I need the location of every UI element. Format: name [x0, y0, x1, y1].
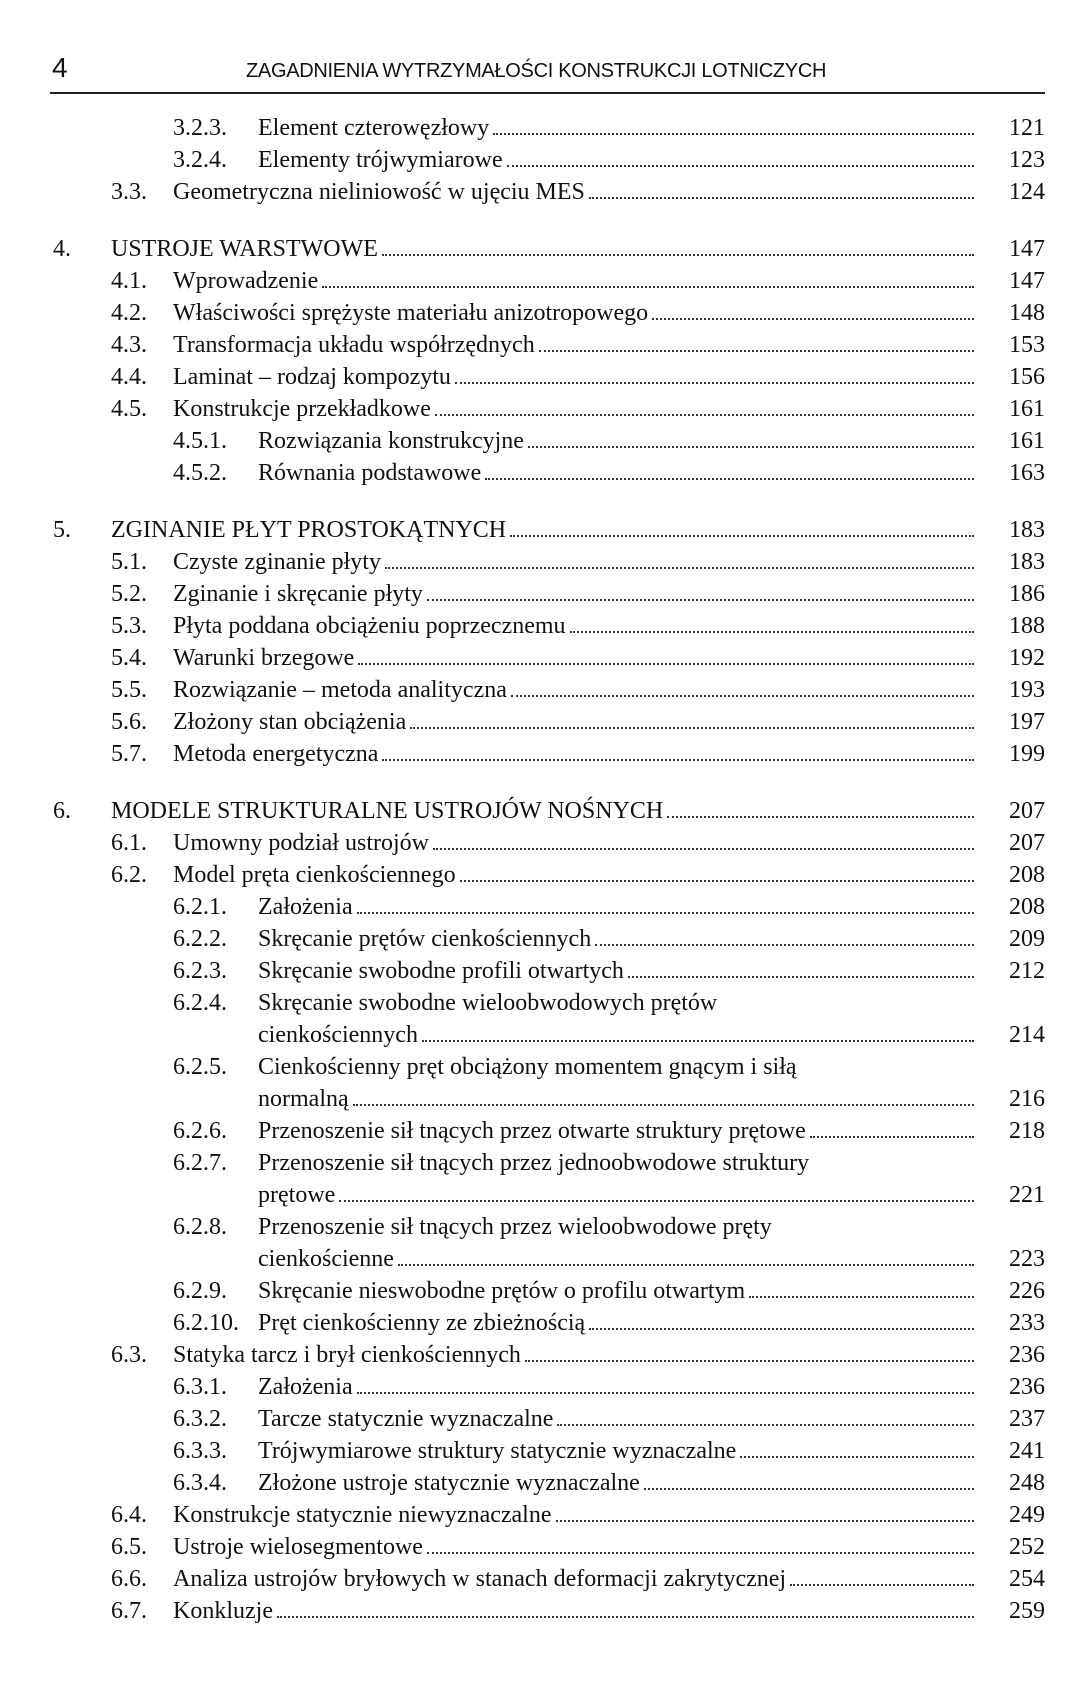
dot-leader: [539, 350, 974, 352]
dot-leader: [398, 1264, 974, 1266]
toc-page: 223: [1009, 1246, 1045, 1272]
toc-page: 197: [1009, 709, 1045, 735]
dot-leader: [628, 976, 974, 978]
dot-leader: [455, 382, 974, 384]
toc-entry: [0, 987, 1078, 1051]
toc-entry: [0, 642, 1078, 674]
dot-leader: [357, 1392, 974, 1394]
toc-page: 249: [1009, 1502, 1045, 1528]
toc-number: 6.3.4.: [173, 1470, 227, 1496]
toc-title: Konstrukcje przekładkowe: [173, 396, 431, 422]
toc-number: 6.3.: [111, 1342, 147, 1368]
toc-page: 212: [1009, 958, 1045, 984]
dot-leader: [427, 1552, 974, 1554]
toc-title: Przenoszenie sił tnących przez otwarte struktury prętowe: [258, 1118, 806, 1144]
toc-number: 6.2.5.: [173, 1054, 227, 1080]
dot-leader: [740, 1456, 974, 1458]
dot-leader: [357, 912, 974, 914]
toc-entry: [0, 393, 1078, 425]
toc-page: 214: [1009, 1022, 1045, 1048]
toc-page: 192: [1009, 645, 1045, 671]
toc-chapter: [0, 795, 1078, 827]
toc-page: 123: [1009, 147, 1045, 173]
toc-entry: [0, 1371, 1078, 1403]
toc-entry: [0, 738, 1078, 770]
toc-entry: [0, 1563, 1078, 1595]
toc-number: 5.5.: [111, 677, 147, 703]
toc-title: MODELE STRUKTURALNE USTROJÓW NOŚNYCH: [111, 798, 664, 824]
dot-leader: [589, 197, 974, 199]
toc-page: 186: [1009, 581, 1045, 607]
toc-page: 226: [1009, 1278, 1045, 1304]
toc-entry: [0, 265, 1078, 297]
toc-number: 4.5.1.: [173, 428, 227, 454]
dot-leader: [485, 478, 974, 480]
toc-title: Tarcze statycznie wyznaczalne: [258, 1406, 554, 1432]
toc-page: 216: [1009, 1086, 1045, 1112]
toc-number: 5.1.: [111, 549, 147, 575]
toc-number: 6.7.: [111, 1598, 147, 1624]
toc-number: 6.: [53, 798, 71, 824]
toc-title: Właściwości sprężyste materiału anizotropowego: [173, 300, 649, 326]
dot-leader: [528, 446, 974, 448]
toc-title: Założenia: [258, 1374, 353, 1400]
toc-page: 183: [1009, 549, 1045, 575]
toc-entry: [0, 329, 1078, 361]
dot-leader: [322, 286, 974, 288]
toc-title-line2: normalną: [258, 1086, 349, 1112]
dot-leader: [810, 1136, 974, 1138]
toc-title-line2: prętowe: [258, 1182, 336, 1208]
toc-page: 147: [1009, 268, 1045, 294]
toc-title: Skręcanie prętów cienkościennych: [258, 926, 592, 952]
toc-entry: [0, 425, 1078, 457]
toc-page: 241: [1009, 1438, 1045, 1464]
toc-page: 124: [1009, 179, 1045, 205]
toc-title-line2: cienkościenne: [258, 1246, 394, 1272]
toc-page: 161: [1009, 396, 1045, 422]
dot-leader: [382, 759, 974, 761]
toc-entry: [0, 827, 1078, 859]
toc-number: 5.2.: [111, 581, 147, 607]
toc-title-line1: Cienkościenny pręt obciążony momentem gnącym i siłą: [258, 1054, 797, 1080]
toc-page: 252: [1009, 1534, 1045, 1560]
toc-page: 193: [1009, 677, 1045, 703]
dot-leader: [749, 1296, 974, 1298]
toc-entry: [0, 546, 1078, 578]
toc-number: 4.5.2.: [173, 460, 227, 486]
dot-leader: [556, 1520, 975, 1522]
toc-page: 121: [1009, 115, 1045, 141]
toc-title: Zginanie i skręcanie płyty: [173, 581, 423, 607]
running-title: ZAGADNIENIA WYTRZYMAŁOŚCI KONSTRUKCJI LOTNICZYCH: [246, 60, 827, 82]
toc-title: Złożone ustroje statycznie wyznaczalne: [258, 1470, 640, 1496]
toc-number: 6.1.: [111, 830, 147, 856]
toc-chapter: [0, 514, 1078, 546]
toc-number: 6.3.2.: [173, 1406, 227, 1432]
toc-chapter: [0, 233, 1078, 265]
dot-leader: [790, 1584, 974, 1586]
toc-page: 233: [1009, 1310, 1045, 1336]
dot-leader: [410, 727, 974, 729]
toc-title-line1: Przenoszenie sił tnących przez jednoobwodowe struktury: [258, 1150, 810, 1176]
toc-title: Płyta poddana obciążeniu poprzecznemu: [173, 613, 566, 639]
toc-number: 5.: [53, 517, 71, 543]
toc-number: 5.4.: [111, 645, 147, 671]
toc-title: Konkluzje: [173, 1598, 273, 1624]
toc-title: Czyste zginanie płyty: [173, 549, 381, 575]
toc-number: 6.4.: [111, 1502, 147, 1528]
toc-entry: [0, 176, 1078, 208]
toc-page: 207: [1009, 830, 1045, 856]
toc-entry: [0, 1531, 1078, 1563]
toc-page: 163: [1009, 460, 1045, 486]
toc-number: 6.2.3.: [173, 958, 227, 984]
toc-title: Model pręta cienkościennego: [173, 862, 456, 888]
toc-page: 208: [1009, 862, 1045, 888]
toc-entry: [0, 706, 1078, 738]
toc-title: Geometryczna nieliniowość w ujęciu MES: [173, 179, 585, 205]
toc-title: Element czterowęzłowy: [258, 115, 490, 141]
toc-title: Rozwiązanie – metoda analityczna: [173, 677, 507, 703]
toc-title: Trójwymiarowe struktury statycznie wyznaczalne: [258, 1438, 737, 1464]
toc-entry: [0, 144, 1078, 176]
dot-leader: [427, 599, 974, 601]
toc-page: 199: [1009, 741, 1045, 767]
toc-entry: [0, 1435, 1078, 1467]
toc-page: 148: [1009, 300, 1045, 326]
toc-entry: [0, 1403, 1078, 1435]
dot-leader: [358, 663, 974, 665]
toc-number: 3.2.3.: [173, 115, 227, 141]
dot-leader: [595, 944, 974, 946]
page-number: 4: [52, 52, 68, 83]
toc-title: Ustroje wielosegmentowe: [173, 1534, 423, 1560]
toc-entry: [0, 674, 1078, 706]
dot-leader: [435, 414, 974, 416]
dot-leader: [589, 1328, 974, 1330]
dot-leader: [667, 816, 974, 818]
toc-title: Metoda energetyczna: [173, 741, 379, 767]
dot-leader: [493, 133, 974, 135]
toc-entry: [0, 1051, 1078, 1115]
toc-title: Wprowadzenie: [173, 268, 319, 294]
toc-title: Konstrukcje statycznie niewyznaczalne: [173, 1502, 552, 1528]
dot-leader: [422, 1040, 974, 1042]
dot-leader: [510, 535, 974, 537]
toc-number: 5.7.: [111, 741, 147, 767]
toc-entry: [0, 1499, 1078, 1531]
toc-title: Założenia: [258, 894, 353, 920]
toc-page: 147: [1009, 236, 1045, 262]
dot-leader: [557, 1424, 974, 1426]
toc-number: 6.2.1.: [173, 894, 227, 920]
dot-leader: [507, 165, 974, 167]
dot-leader: [644, 1488, 974, 1490]
toc-number: 4.1.: [111, 268, 147, 294]
toc-title: Umowny podział ustrojów: [173, 830, 429, 856]
section-gap: [0, 770, 1078, 795]
toc-number: 6.2.2.: [173, 926, 227, 952]
toc-entry: [0, 1147, 1078, 1211]
toc-page: 259: [1009, 1598, 1045, 1624]
toc-title-line1: Przenoszenie sił tnących przez wieloobwodowe pręty: [258, 1214, 772, 1240]
toc-page: 153: [1009, 332, 1045, 358]
toc-page: 207: [1009, 798, 1045, 824]
dot-leader: [525, 1360, 974, 1362]
toc-page: 208: [1009, 894, 1045, 920]
toc-page: 218: [1009, 1118, 1045, 1144]
section-gap: [0, 489, 1078, 514]
toc-page: 254: [1009, 1566, 1045, 1592]
toc-entry: [0, 610, 1078, 642]
toc-entry: [0, 923, 1078, 955]
toc-title: Skręcanie swobodne profili otwartych: [258, 958, 624, 984]
dot-leader: [339, 1200, 974, 1202]
dot-leader: [652, 318, 974, 320]
dot-leader: [460, 880, 974, 882]
toc-title: Laminat – rodzaj kompozytu: [173, 364, 451, 390]
table-of-contents: [0, 112, 1078, 1627]
toc-entry: [0, 955, 1078, 987]
toc-title: Elementy trójwymiarowe: [258, 147, 503, 173]
dot-leader: [511, 695, 974, 697]
toc-title: ZGINANIE PŁYT PROSTOKĄTNYCH: [111, 517, 507, 543]
toc-title: Pręt cienkościenny ze zbieżnością: [258, 1310, 586, 1336]
toc-entry: [0, 578, 1078, 610]
toc-number: 4.: [53, 236, 71, 262]
toc-title-line2: cienkościennych: [258, 1022, 418, 1048]
toc-number: 5.3.: [111, 613, 147, 639]
toc-entry: [0, 457, 1078, 489]
toc-entry: [0, 1339, 1078, 1371]
toc-page: 183: [1009, 517, 1045, 543]
toc-page: 156: [1009, 364, 1045, 390]
toc-entry: [0, 1595, 1078, 1627]
toc-page: 221: [1009, 1182, 1045, 1208]
toc-entry: [0, 891, 1078, 923]
dot-leader: [382, 254, 974, 256]
toc-number: 3.3.: [111, 179, 147, 205]
toc-title: Analiza ustrojów bryłowych w stanach deformacji zakrytycznej: [173, 1566, 787, 1592]
toc-page: 188: [1009, 613, 1045, 639]
toc-title-line1: Skręcanie swobodne wieloobwodowych prętów: [258, 990, 718, 1016]
toc-number: 4.4.: [111, 364, 147, 390]
toc-title: Równania podstawowe: [258, 460, 482, 486]
toc-entry: [0, 1307, 1078, 1339]
toc-number: 6.2.6.: [173, 1118, 227, 1144]
toc-entry: [0, 1115, 1078, 1147]
toc-entry: [0, 297, 1078, 329]
toc-entry: [0, 1211, 1078, 1275]
toc-page: 161: [1009, 428, 1045, 454]
toc-entry: [0, 361, 1078, 393]
toc-number: 6.6.: [111, 1566, 147, 1592]
dot-leader: [277, 1616, 974, 1618]
toc-title: Warunki brzegowe: [173, 645, 355, 671]
toc-title: USTROJE WARSTWOWE: [111, 236, 378, 262]
toc-page: 209: [1009, 926, 1045, 952]
toc-entry: [0, 1467, 1078, 1499]
toc-number: 5.6.: [111, 709, 147, 735]
section-gap: [0, 208, 1078, 233]
toc-title: Transformacja układu współrzędnych: [173, 332, 535, 358]
toc-entry: [0, 1275, 1078, 1307]
page-header: [50, 52, 1045, 94]
toc-number: 6.5.: [111, 1534, 147, 1560]
toc-page: 237: [1009, 1406, 1045, 1432]
dot-leader: [433, 848, 974, 850]
dot-leader: [385, 567, 974, 569]
toc-number: 4.5.: [111, 396, 147, 422]
toc-number: 6.2.10.: [173, 1310, 239, 1336]
toc-number: 4.2.: [111, 300, 147, 326]
toc-number: 6.2.4.: [173, 990, 227, 1016]
toc-title: Skręcanie nieswobodne prętów o profilu otwartym: [258, 1278, 746, 1304]
toc-number: 6.3.1.: [173, 1374, 227, 1400]
toc-number: 6.2.9.: [173, 1278, 227, 1304]
toc-page: 236: [1009, 1374, 1045, 1400]
toc-number: 3.2.4.: [173, 147, 227, 173]
dot-leader: [570, 631, 974, 633]
toc-title: Złożony stan obciążenia: [173, 709, 407, 735]
toc-number: 6.2.8.: [173, 1214, 227, 1240]
toc-number: 6.2.: [111, 862, 147, 888]
toc-entry: [0, 859, 1078, 891]
toc-page: 236: [1009, 1342, 1045, 1368]
toc-number: 6.2.7.: [173, 1150, 227, 1176]
toc-number: 6.3.3.: [173, 1438, 227, 1464]
toc-title: Rozwiązania konstrukcyjne: [258, 428, 524, 454]
toc-title: Statyka tarcz i brył cienkościennych: [173, 1342, 521, 1368]
dot-leader: [353, 1104, 974, 1106]
toc-entry: [0, 112, 1078, 144]
toc-page: 248: [1009, 1470, 1045, 1496]
toc-number: 4.3.: [111, 332, 147, 358]
